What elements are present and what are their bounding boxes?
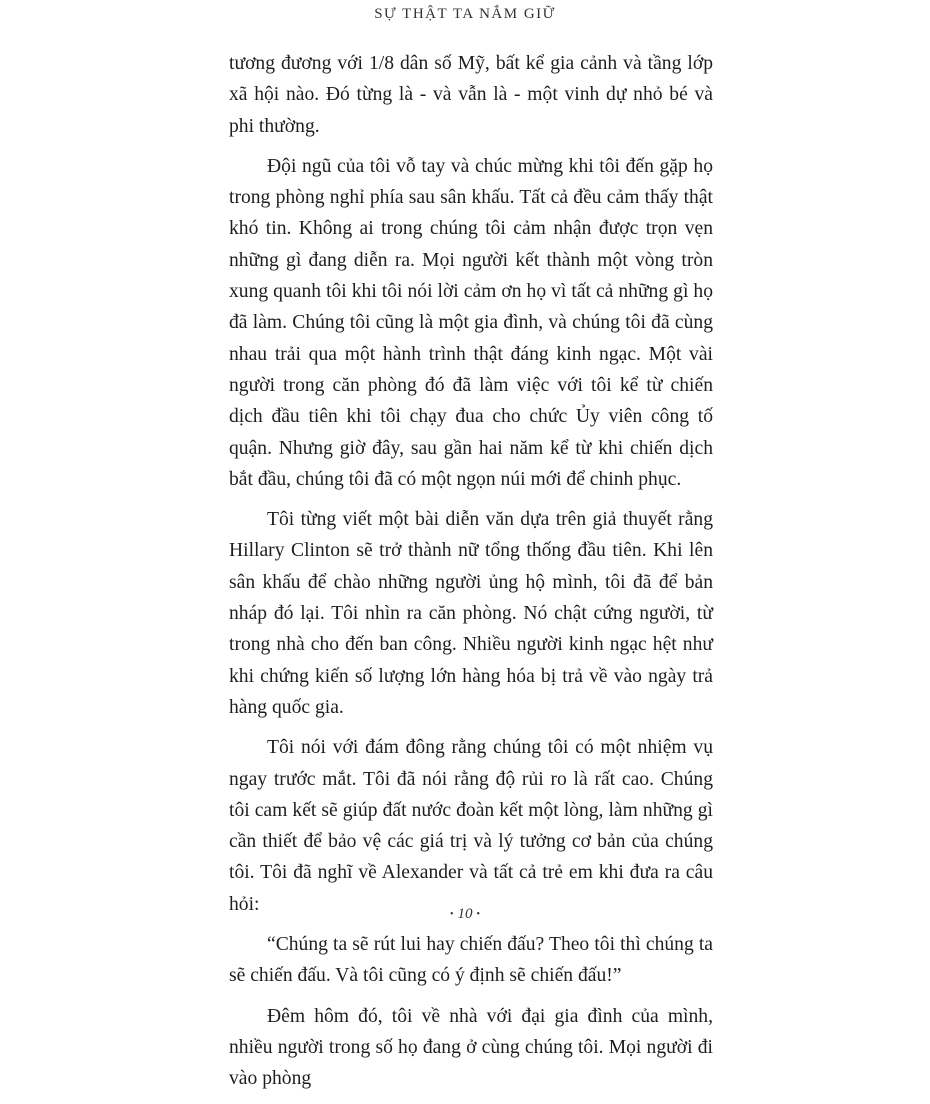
bullet-ornament-right: • [476,909,481,921]
page-number: 10 [457,906,473,922]
paragraph-continued: tương đương với 1/8 dân số Mỹ, bất kể gia cảnh và tầng lớp xã hội nào. Đó từng là - và vẫn là - một vinh dự nhỏ bé và phi thường. [229,53,713,137]
quote-paragraph: “Chúng ta sẽ rút lui hay chiến đấu? Theo tôi thì chúng ta sẽ chiến đấu. Và tôi cũng có ý định sẽ chiến đấu!” [229,934,713,987]
page-number-footer [0,906,930,923]
body-text [229,48,713,1104]
paragraph: Tôi nói với đám đông rằng chúng tôi có một nhiệm vụ ngay trước mắt. Tôi đã nói rằng độ rủi ro là rất cao. Chúng tôi cam kết sẽ giúp đất nước đoàn kết một lòng, làm những gì cần thiết để bảo vệ các giá trị và lý tưởng cơ bản của chúng tôi. Tôi đã nghĩ về Alexander và tất cả trẻ em khi đưa ra câu hỏi: [229,737,713,915]
paragraph: Tôi từng viết một bài diễn văn dựa trên giả thuyết rằng Hillary Clinton sẽ trở thành nữ tổng thống đầu tiên. Khi lên sân khấu để chào những người ủng hộ mình, tôi đã để bản nháp đó lại. Tôi nhìn ra căn phòng. Nó chật cứng người, từ trong nhà cho đến ban công. Nhiều người kinh ngạc hệt như khi chứng kiến số lượng lớn hàng hóa bị trả về vào ngày trả hàng quốc gia. [229,509,713,718]
paragraph: Đội ngũ của tôi vỗ tay và chúc mừng khi tôi đến gặp họ trong phòng nghỉ phía sau sân khấu. Tất cả đều cảm thấy thật khó tin. Không ai trong chúng tôi cảm nhận được trọn vẹn những gì đang diễn ra. Mọi người kết thành một vòng tròn xung quanh tôi khi tôi nói lời cảm ơn họ vì tất cả những gì họ đã làm. Chúng tôi cũng là một gia đình, và chúng tôi đã cùng nhau trải qua một hành trình thật đáng kinh ngạc. Một vài người trong căn phòng đó đã làm việc với tôi kể từ chiến dịch đầu tiên khi tôi chạy đua cho chức Ủy viên công tố quận. Nhưng giờ đây, sau gần hai năm kể từ khi chiến dịch bắt đầu, chúng tôi đã có một ngọn núi mới để chinh phục. [229,155,713,490]
running-header: SỰ THẬT TA NẮM GIỮ [374,6,556,22]
paragraph: Đêm hôm đó, tôi về nhà với đại gia đình của mình, nhiều người trong số họ đang ở cùng chúng tôi. Mọi người đi vào phòng [229,1005,713,1090]
bullet-ornament-left: • [449,909,454,921]
